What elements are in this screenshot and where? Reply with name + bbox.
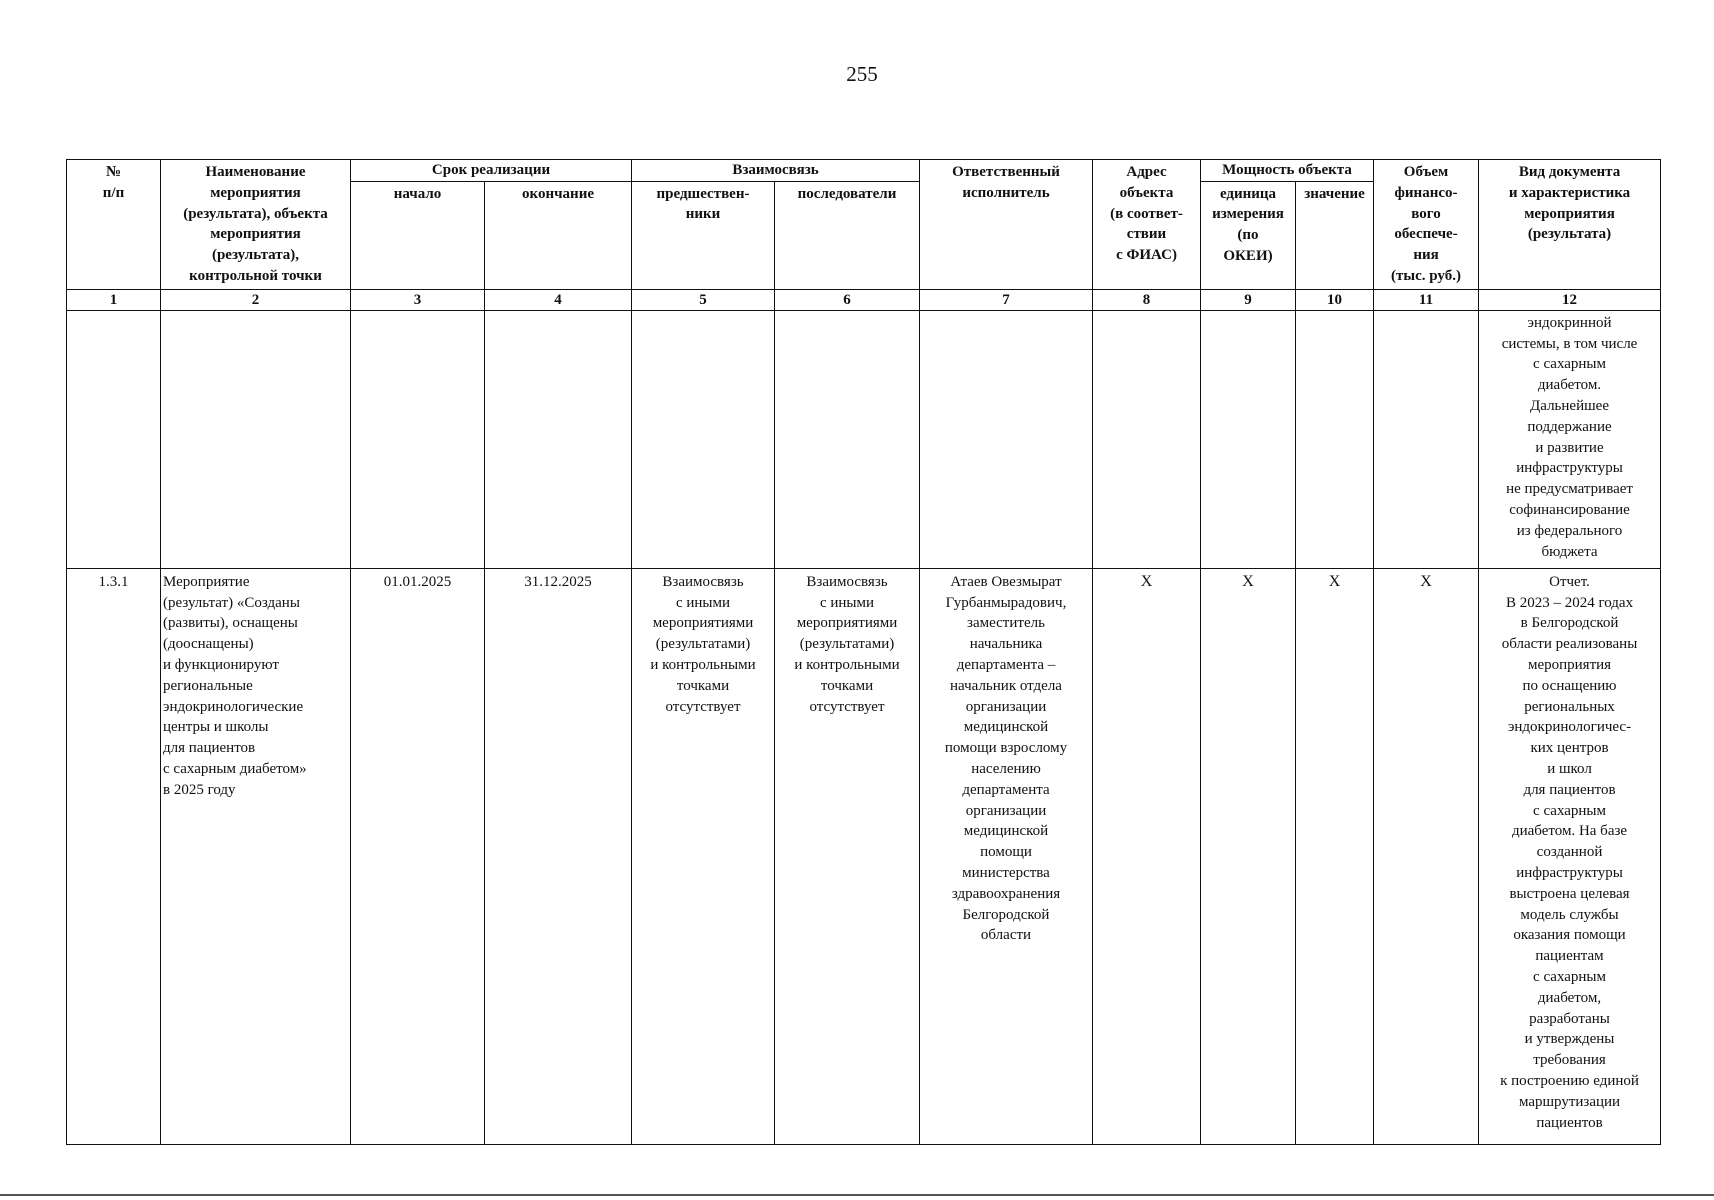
header-responsible: Ответственный исполнитель xyxy=(920,160,1093,290)
table-cell xyxy=(1374,310,1479,568)
column-number: 9 xyxy=(1201,289,1296,310)
address-value: Х xyxy=(1093,568,1201,1144)
header-unit: единица измерения (по ОКЕИ) xyxy=(1201,181,1296,289)
activities-table xyxy=(66,159,1661,1145)
table-cell xyxy=(67,310,161,568)
column-number: 11 xyxy=(1374,289,1479,310)
column-numbers-row xyxy=(67,289,1661,310)
header-capacity-group: Мощность объекта xyxy=(1201,160,1374,182)
table-cell xyxy=(485,310,632,568)
column-number: 2 xyxy=(161,289,351,310)
scan-bottom-edge xyxy=(0,1194,1714,1196)
header-finance: Объем финансо- вого обеспече- ния (тыс. руб.) xyxy=(1374,160,1479,290)
start-date: 01.01.2025 xyxy=(351,568,485,1144)
column-number: 4 xyxy=(485,289,632,310)
header-address: Адрес объекта (в соответ- ствии с ФИАС) xyxy=(1093,160,1201,290)
activities-table-sheet xyxy=(66,159,1660,1133)
header-predecessors: предшествен- ники xyxy=(632,181,775,289)
table-cell xyxy=(775,310,920,568)
table-cell xyxy=(920,310,1093,568)
responsible-person: Атаев Овезмырат Гурбанмырадович, заместитель начальника департамента – начальник отдела организации медицинской помощи взрослому населению департамента организации медицинской помощи министерства здравоохранения Белгородской области xyxy=(920,568,1093,1144)
column-number: 7 xyxy=(920,289,1093,310)
header-value: значение xyxy=(1296,181,1374,289)
header-deadline-group: Срок реализации xyxy=(351,160,632,182)
header-successors: последователи xyxy=(775,181,920,289)
table-cell xyxy=(351,310,485,568)
successors-text: Взаимосвязь с иными мероприятиями (результатами) и контрольными точками отсутствует xyxy=(775,568,920,1144)
predecessors-text: Взаимосвязь с иными мероприятиями (результатами) и контрольными точками отсутствует xyxy=(632,568,775,1144)
document-description: Отчет. В 2023 – 2024 годах в Белгородской области реализованы мероприятия по оснащению региональных эндокринологичес- ких центров и школ для пациентов с сахарным диабетом. На базе созданной инфраструктуры выстроена целевая модель службы оказания помощи пациентам с сахарным диабетом, разработаны и утверждены требования к построению единой маршрутизации пациентов xyxy=(1479,568,1661,1144)
row-number: 1.3.1 xyxy=(67,568,161,1144)
unit-value: Х xyxy=(1201,568,1296,1144)
table-cell xyxy=(1093,310,1201,568)
end-date: 31.12.2025 xyxy=(485,568,632,1144)
header-end: окончание xyxy=(485,181,632,289)
header-start: начало xyxy=(351,181,485,289)
header-document: Вид документа и характеристика мероприятия (результата) xyxy=(1479,160,1661,290)
column-number: 1 xyxy=(67,289,161,310)
table-cell xyxy=(1296,310,1374,568)
header-number: № п/п xyxy=(67,160,161,290)
column-number: 10 xyxy=(1296,289,1374,310)
column-number: 8 xyxy=(1093,289,1201,310)
column-number: 12 xyxy=(1479,289,1661,310)
column-number: 6 xyxy=(775,289,920,310)
continuation-row xyxy=(67,310,1661,568)
table-cell xyxy=(632,310,775,568)
continuation-document-text: эндокринной системы, в том числе с сахарным диабетом. Дальнейшее поддержание и развитие инфраструктуры не предусматривает софинансирование из федерального бюджета xyxy=(1479,310,1661,568)
table-row xyxy=(67,568,1661,1144)
activity-name: Мероприятие (результат) «Созданы (развиты), оснащены (дооснащены) и функционируют региональные эндокринологические центры и школы для пациентов с сахарным диабетом» в 2025 году xyxy=(161,568,351,1144)
capacity-value: Х xyxy=(1296,568,1374,1144)
page-number: 255 xyxy=(846,62,878,86)
table-cell xyxy=(161,310,351,568)
finance-value: Х xyxy=(1374,568,1479,1144)
table-cell xyxy=(1201,310,1296,568)
column-number: 3 xyxy=(351,289,485,310)
header-relationship-group: Взаимосвязь xyxy=(632,160,920,182)
column-number: 5 xyxy=(632,289,775,310)
header-activity-name: Наименование мероприятия (результата), объекта мероприятия (результата), контрольной точки xyxy=(161,160,351,290)
